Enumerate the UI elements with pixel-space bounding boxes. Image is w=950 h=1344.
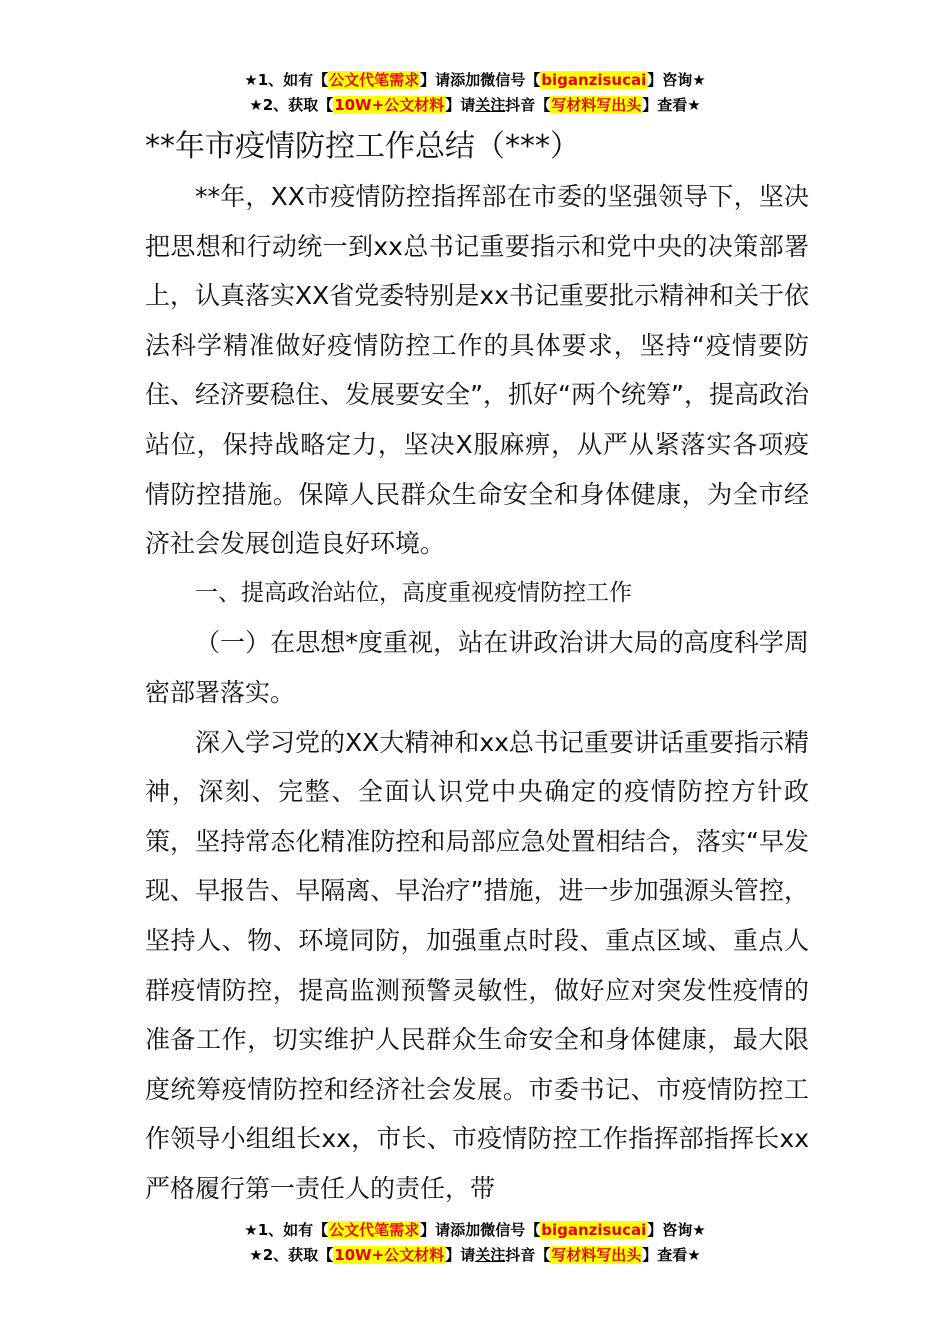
promo-douyin-id: 写材料写出头 (551, 96, 642, 114)
promo-line-1: ★1、如有【公文代笔需求】请添加微信号【biganzisucai】咨询★ (244, 71, 706, 89)
document-body (145, 122, 809, 1213)
intro-paragraph: **年，XX市疫情防控指挥部在市委的坚强领导下，坚决把思想和行动统一到xx总书记重要指示和党中央的决策部署上，认真落实XX省党委特别是xx书记重要批示精神和关于依法科学精准做好疫情防控工作的具体要求，坚持“疫情要防住、经济要稳住、发展要安全”，抓好“两个统筹”，提高政治站位，保持战略定力，坚决X服麻痹，从严从紧落实各项疫情防控措施。保障人民群众生命安全和身体健康，为全市经济社会发展创造良好环境。 (145, 182, 809, 559)
promo-line-2: ★2、获取【10W+公文材料】请关注抖音【写材料写出头】查看★ (249, 1246, 701, 1264)
promo-line-2: ★2、获取【10W+公文材料】请关注抖音【写材料写出头】查看★ (249, 96, 701, 114)
promo-wechat-id: biganzisucai (541, 71, 647, 89)
subsection-heading: （一）在思想*度重视，站在讲政治讲大局的高度科学周密部署落实。 (145, 628, 809, 707)
promo-wechat-id: biganzisucai (541, 1221, 647, 1239)
footer-promo-banner (0, 1218, 950, 1268)
section-heading: 一、提高政治站位，高度重视疫情防控工作 (195, 579, 632, 606)
promo-highlight: 公文代笔需求 (329, 71, 420, 89)
body-paragraph: 深入学习党的XX大精神和xx总书记重要讲话重要指示精神，深刻、完整、全面认识党中央确定的疫情防控方针政策，坚持常态化精准防控和局部应急处置相结合，落实“早发现、早报告、早隔离、早治疗”措施，进一步加强源头管控，坚持人、物、环境同防，加强重点时段、重点区域、重点人群疫情防控，提高监测预警灵敏性，做好应对突发性疫情的准备工作，切实维护人民群众生命安全和身体健康，最大限度统筹疫情防控和经济社会发展。市委书记、市疫情防控工作领导小组组长xx，市长、市疫情防控工作指挥部指挥长xx严格履行第一责任人的责任，带 (145, 727, 809, 1203)
document-title: **年市疫情防控工作总结（***） (145, 129, 580, 164)
header-promo-banner (0, 68, 950, 118)
promo-highlight: 公文代笔需求 (329, 1221, 420, 1239)
promo-douyin-id: 写材料写出头 (551, 1246, 642, 1264)
promo-highlight: 10W+公文材料 (334, 96, 445, 114)
promo-highlight: 10W+公文材料 (334, 1246, 445, 1264)
promo-line-1: ★1、如有【公文代笔需求】请添加微信号【biganzisucai】咨询★ (244, 1221, 706, 1239)
